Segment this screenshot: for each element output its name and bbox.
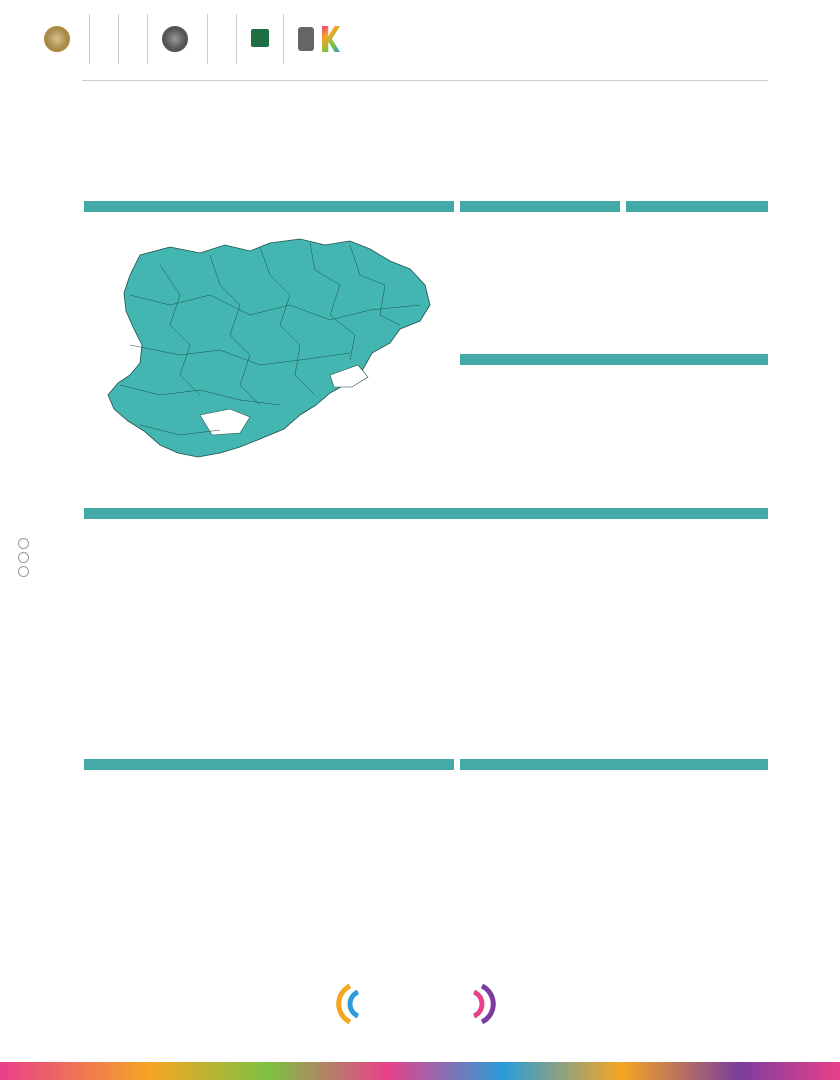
section-title-institution <box>460 201 620 212</box>
events-chart <box>460 771 770 951</box>
section-title-cumulative <box>84 759 454 770</box>
section-title-age <box>626 201 768 212</box>
logo-sedena <box>90 14 119 64</box>
logo-gn <box>148 14 208 64</box>
age-group-chart <box>620 212 770 354</box>
dot-icon[interactable] <box>18 566 29 577</box>
michoacan-brand-logo <box>332 978 512 1030</box>
k-icon <box>322 26 340 52</box>
dot-icon[interactable] <box>18 538 29 549</box>
imss-icon <box>251 29 269 47</box>
scroll-indicator[interactable] <box>18 538 29 577</box>
logo-header <box>0 0 840 78</box>
municipality-map <box>100 225 440 485</box>
section-title-map <box>84 201 454 212</box>
jurisdiction-treemap <box>460 367 768 505</box>
kpi-table <box>82 80 768 81</box>
dot-icon[interactable] <box>18 552 29 563</box>
section-title-events <box>460 759 768 770</box>
logo-ssm <box>284 14 414 64</box>
eagle-icon <box>162 26 188 52</box>
section-title-units <box>84 508 768 519</box>
crest-icon <box>298 27 314 51</box>
cumulative-chart <box>84 771 454 951</box>
logo-issste <box>208 14 237 64</box>
section-title-juris <box>460 354 768 365</box>
logo-imss <box>237 14 284 64</box>
institution-pie-chart <box>460 214 620 354</box>
brand-waves-icon <box>332 978 512 1030</box>
decorative-color-strip <box>0 1062 840 1080</box>
kpi-bottom-row <box>82 80 768 81</box>
units-bar-chart <box>84 520 768 720</box>
seal-icon <box>44 26 70 52</box>
logo-semar <box>119 14 148 64</box>
logo-salud <box>30 14 90 64</box>
